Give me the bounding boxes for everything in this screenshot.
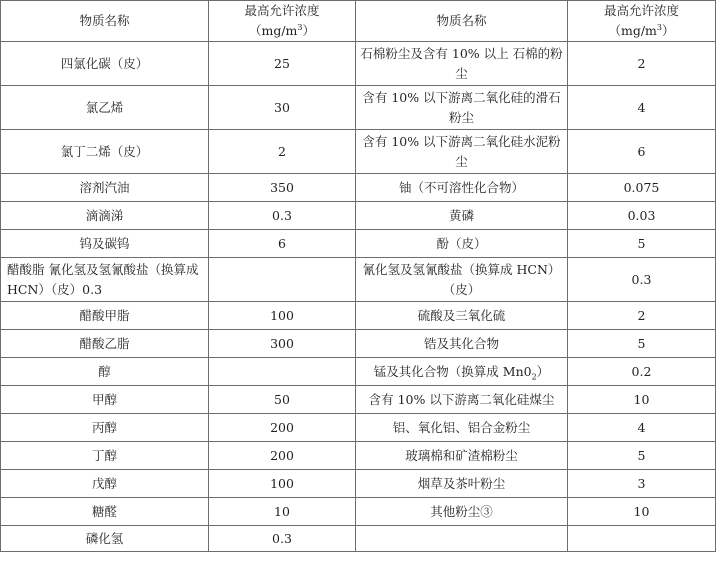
substance-name: 醋酸脂 氰化氢及氢氰酸盐（换算成 HCN）（皮）0.3: [1, 258, 209, 302]
table-row: [1, 330, 716, 358]
concentration-value: [209, 358, 356, 386]
table-row: [1, 86, 716, 130]
concentration-value: 300: [209, 330, 356, 358]
table-row: [1, 258, 716, 302]
substance-name: 戊醇: [1, 470, 209, 498]
concentration-value: 0.3: [209, 526, 356, 552]
concentration-value: 0.03: [568, 202, 716, 230]
table-row: [1, 42, 716, 86]
table-row: [1, 414, 716, 442]
substance-name: 烟草及茶叶粉尘: [356, 470, 568, 498]
table-row: [1, 174, 716, 202]
substance-name: 磷化氢: [1, 526, 209, 552]
header-substance-name-2: 物质名称: [356, 1, 568, 42]
concentration-value: 0.2: [568, 358, 716, 386]
substance-name: 玻璃棉和矿渣棉粉尘: [356, 442, 568, 470]
concentration-value: 5: [568, 230, 716, 258]
substance-name: 石棉粉尘及含有 10% 以上 石棉的粉尘: [356, 42, 568, 86]
substance-name: 铀（不可溶性化合物）: [356, 174, 568, 202]
concentration-value: 0.075: [568, 174, 716, 202]
concentration-value: 4: [568, 414, 716, 442]
substance-name: 钨及碳钨: [1, 230, 209, 258]
concentration-value: 10: [568, 498, 716, 526]
substance-name: 硫酸及三氧化硫: [356, 302, 568, 330]
concentration-value: 50: [209, 386, 356, 414]
table-row: [1, 526, 716, 552]
substance-name: 氯丁二烯（皮）: [1, 130, 209, 174]
concentration-value: 5: [568, 330, 716, 358]
substance-name: 氯乙烯: [1, 86, 209, 130]
table-row: [1, 230, 716, 258]
substance-name: 丙醇: [1, 414, 209, 442]
table-row: [1, 358, 716, 386]
substance-name: 锰及其化合物（换算成 $Mn0_2$）: [356, 358, 568, 386]
concentration-value: 100: [209, 302, 356, 330]
substance-name: 四氯化碳（皮）: [1, 42, 209, 86]
header-substance-name-1: 物质名称: [1, 1, 209, 42]
concentration-value: 0.3: [568, 258, 716, 302]
concentration-value: [568, 526, 716, 552]
substance-name: [356, 526, 568, 552]
header-max-concentration-2: 最高允许浓度$(mg/m^3)$: [568, 1, 716, 42]
table-row: [1, 386, 716, 414]
concentration-value: 200: [209, 442, 356, 470]
table-header-row: [1, 1, 716, 42]
concentration-value: 6: [568, 130, 716, 174]
concentration-value: [209, 258, 356, 302]
table-row: [1, 202, 716, 230]
substance-name: 醋酸甲脂: [1, 302, 209, 330]
table-row: [1, 470, 716, 498]
substance-name: 甲醇: [1, 386, 209, 414]
substance-name: 酚（皮）: [356, 230, 568, 258]
table-row: [1, 130, 716, 174]
concentration-value: 6: [209, 230, 356, 258]
concentration-value: 200: [209, 414, 356, 442]
concentration-value: 100: [209, 470, 356, 498]
concentration-value: 5: [568, 442, 716, 470]
table-row: [1, 498, 716, 526]
substance-name: 丁醇: [1, 442, 209, 470]
concentration-value: 2: [568, 302, 716, 330]
concentration-value: 30: [209, 86, 356, 130]
substance-name: 黄磷: [356, 202, 568, 230]
concentration-value: 10: [209, 498, 356, 526]
concentration-value: 4: [568, 86, 716, 130]
substance-name: 铝、氧化铝、铝合金粉尘: [356, 414, 568, 442]
substance-name: 醇: [1, 358, 209, 386]
concentration-value: 0.3: [209, 202, 356, 230]
substance-name: 氰化氢及氢氰酸盐（换算成 HCN）（皮）: [356, 258, 568, 302]
substance-name: 锆及其化合物: [356, 330, 568, 358]
substance-name: 醋酸乙脂: [1, 330, 209, 358]
concentration-value: 25: [209, 42, 356, 86]
concentration-value: 350: [209, 174, 356, 202]
concentration-value: 3: [568, 470, 716, 498]
concentration-value: 10: [568, 386, 716, 414]
substance-name: 含有 10% 以下游离二氧化硅的滑石粉尘: [356, 86, 568, 130]
table-row: [1, 302, 716, 330]
substance-name: 其他粉尘③: [356, 498, 568, 526]
concentration-value: 2: [568, 42, 716, 86]
table-row: [1, 442, 716, 470]
substance-name: 滴滴涕: [1, 202, 209, 230]
substance-name: 糖醛: [1, 498, 209, 526]
substance-name: 含有 10% 以下游离二氧化硅水泥粉尘: [356, 130, 568, 174]
substance-name: 含有 10% 以下游离二氧化硅煤尘: [356, 386, 568, 414]
substance-name: 溶剂汽油: [1, 174, 209, 202]
concentration-value: 2: [209, 130, 356, 174]
header-max-concentration-1: 最高允许浓度$(mg/m^3)$: [209, 1, 356, 42]
